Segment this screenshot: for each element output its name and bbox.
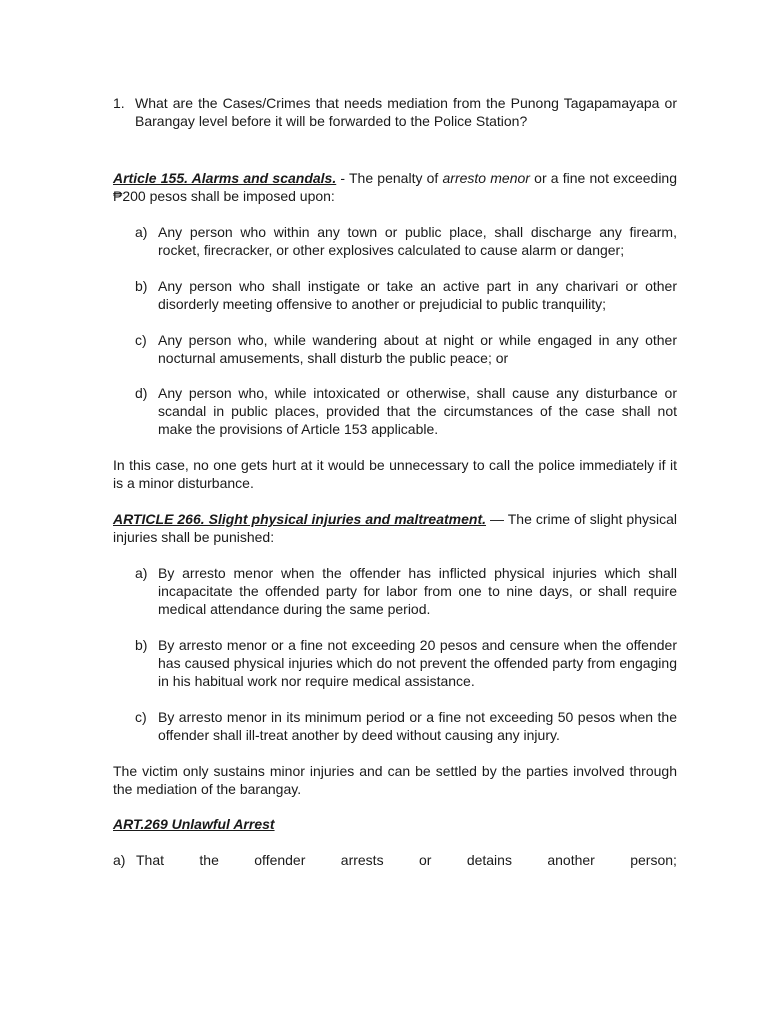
article-155-intro-after: or a fine not exceeding ₱200 pesos shall be imposed upon:	[113, 170, 677, 204]
article-155-intro-before: - The penalty of	[336, 170, 443, 186]
word: another	[547, 852, 595, 868]
article-266-heading: ARTICLE 266. Slight physical injuries and maltreatment.	[113, 511, 487, 527]
item-text: By arresto menor or a fine not exceeding 20 pesos and censure when the offender has caused physical injuries which do not prevent the offended party from engaging in his habitual work nor require medical assistance.	[158, 637, 677, 689]
article-266-intro	[113, 510, 677, 546]
item-text: By arresto menor when the offender has inflicted physical injuries which shall incapacitate the offended party for labor from one to nine days, or shall require medical attendance during the same period.	[158, 565, 677, 617]
item-letter: c)	[135, 332, 147, 348]
article-269-heading: ART.269 Unlawful Arrest	[113, 816, 275, 832]
item-letter: b)	[135, 637, 148, 653]
item-letter: a)	[113, 852, 126, 868]
article-155-intro-emph: arresto menor	[442, 170, 530, 186]
article-266-item	[135, 708, 677, 744]
article-269-item-text	[136, 851, 677, 869]
item-text: Any person who, while intoxicated or otherwise, shall cause any disturbance or scandal in public places, provided that the circumstances of the case shall not make the provisions of Article 153 applicable.	[158, 385, 677, 437]
item-letter: a)	[135, 224, 148, 240]
word: arrests	[340, 852, 384, 868]
article-155-intro	[113, 169, 677, 205]
word: That	[136, 852, 165, 868]
question-number: 1.	[113, 95, 125, 111]
question-text: What are the Cases/Crimes that needs mediation from the Punong Tagapamayapa or Barangay level before it will be forwarded to the Police Station?	[135, 95, 677, 129]
item-letter: d)	[135, 385, 148, 401]
article-155-item	[135, 331, 677, 367]
item-text: By arresto menor in its minimum period or a fine not exceeding 50 pesos when the offender shall ill-treat another by deed without causing any injury.	[158, 709, 677, 743]
article-269-heading-line	[113, 815, 677, 833]
word: the	[199, 852, 219, 868]
word: detains	[466, 852, 512, 868]
article-155-item	[135, 277, 677, 313]
word: offender	[254, 852, 306, 868]
article-266-item	[135, 636, 677, 690]
item-text: Any person who within any town or public place, shall discharge any firearm, rocket, firecracker, or other explosives calculated to cause alarm or danger;	[158, 224, 677, 258]
article-266-intro-text: — The crime of slight physical injuries shall be punished:	[113, 511, 677, 545]
word: person;	[630, 852, 677, 868]
article-155-comment: In this case, no one gets hurt at it would be unnecessary to call the police immediately if it is a minor disturbance.	[113, 457, 677, 491]
question	[113, 94, 677, 130]
word: or	[418, 852, 432, 868]
item-letter: a)	[135, 565, 148, 581]
item-text: Any person who shall instigate or take an active part in any charivari or other disorderly meeting offensive to another or prejudicial to public tranquility;	[158, 278, 677, 312]
article-155-heading: Article 155. Alarms and scandals.	[113, 170, 337, 186]
article-155-item	[135, 384, 677, 438]
article-266-comment: The victim only sustains minor injuries and can be settled by the parties involved through the mediation of the barangay.	[113, 763, 677, 797]
item-letter: c)	[135, 709, 147, 725]
article-269-item	[113, 851, 677, 869]
article-266-item	[135, 564, 677, 618]
item-letter: b)	[135, 278, 148, 294]
article-155-item	[135, 223, 677, 259]
item-text: Any person who, while wandering about at night or while engaged in any other nocturnal amusements, shall disturb the public peace; or	[158, 332, 677, 366]
